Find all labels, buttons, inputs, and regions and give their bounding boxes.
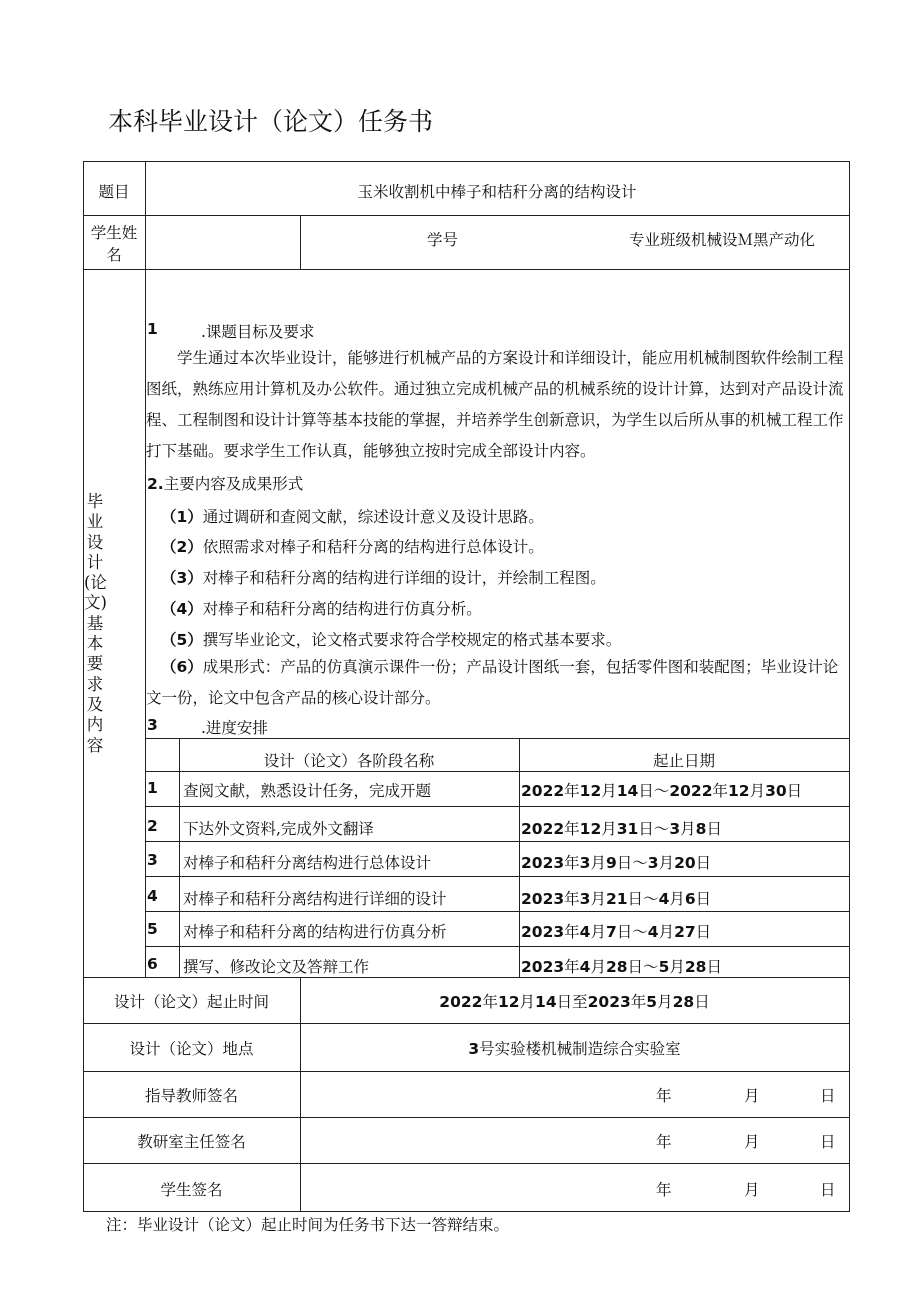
signature-year: 年 <box>656 1181 672 1199</box>
section-1-title: .课题目标及要求 <box>201 323 315 341</box>
schedule-row-number: 2 <box>147 817 158 835</box>
location-label: 设计（论文）地点 <box>129 1040 254 1058</box>
schedule-row-number: 3 <box>147 851 158 869</box>
schedule-col-date: 起止日期 <box>652 752 715 770</box>
list-item-number: （6） <box>161 658 203 676</box>
signature-month: 月 <box>744 1181 760 1199</box>
list-item <box>146 652 848 714</box>
schedule-row-number: 4 <box>147 887 158 905</box>
list-item <box>161 628 621 650</box>
period-label: 设计（论文）起止时间 <box>113 993 269 1011</box>
signature-day: 日 <box>820 1087 836 1105</box>
schedule-row-stage: 对棒子和秸秆分离的结构进行仿真分析 <box>183 923 447 941</box>
list-item <box>161 597 482 619</box>
signature-label: 指导教师签名 <box>144 1087 238 1105</box>
list-item-number: （4） <box>161 600 203 618</box>
list-item-number: （3） <box>161 569 203 587</box>
requirements-label: 毕业设计(论文)基本要求及内容 <box>84 492 107 755</box>
schedule-row-stage: 对棒子和秸秆分离结构进行详细的设计 <box>183 890 447 908</box>
schedule-row-date: 2022年12月31日～3月8日 <box>521 820 722 838</box>
signature-year: 年 <box>656 1133 672 1151</box>
section-3-title: .进度安排 <box>201 719 268 737</box>
schedule-row-date: 2023年4月28日～5月28日 <box>521 958 722 976</box>
location-value: 3号实验楼机械制造综合实验室 <box>468 1040 681 1058</box>
schedule-row-number: 6 <box>147 955 158 973</box>
schedule-row-date: 2023年3月21日～4月6日 <box>521 890 712 908</box>
student-name-label: 学生姓名 <box>90 224 138 264</box>
footnote: 注：毕业设计（论文）起止时间为任务书下达一答辩结束。 <box>106 1216 510 1234</box>
topic-value: 玉米收割机中棒子和桔秆分离的结构设计 <box>357 183 637 201</box>
list-item-number: （5） <box>161 631 203 649</box>
signature-day: 日 <box>820 1133 836 1151</box>
topic-label: 题目 <box>98 183 130 201</box>
list-item <box>161 505 544 527</box>
list-item-text: 对棒子和秸秆分离的结构进行仿真分析。 <box>202 600 482 618</box>
list-item-text: 成果形式：产品的仿真演示课件一份；产品设计图纸一套，包括零件图和装配图；毕业设计论文一份，论文中包含产品的核心设计部分。 <box>146 658 839 707</box>
signature-month: 月 <box>744 1087 760 1105</box>
signature-label: 教研室主任签名 <box>137 1133 246 1151</box>
schedule-row-number: 1 <box>147 779 158 797</box>
schedule-row-date: 2023年3月9日～3月20日 <box>521 854 712 872</box>
list-item-number: （2） <box>161 538 203 556</box>
section-1-number: 1 <box>147 320 158 338</box>
schedule-row-date: 2023年4月7日～4月27日 <box>521 923 712 941</box>
signature-label: 学生签名 <box>160 1181 223 1199</box>
list-item-text: 依照需求对棒子和秸秆分离的结构进行总体设计。 <box>202 538 544 556</box>
list-item <box>161 566 606 588</box>
schedule-row-stage: 下达外文资料,完成外文翻译 <box>183 820 374 838</box>
section-2-title: 主要内容及成果形式 <box>163 475 304 493</box>
list-item-text: 对棒子和秸秆分离的结构进行详细的设计，并绘制工程图。 <box>202 569 606 587</box>
document-title: 本科毕业设计（论文）任务书 <box>108 107 434 136</box>
signature-day: 日 <box>820 1181 836 1199</box>
section-1-paragraph: 学生通过本次毕业设计，能够进行机械产品的方案设计和详细设计，能应用机械制图软件绘制工程图纸，熟练应用计算机及办公软件。通过独立完成机械产品的机械系统的设计计算，达到对产品设计流程、工程制图和设计计算等基本技能的掌握，并培养学生创新意识，为学生以后所从事的机械工程工作打下基础。要求学生工作认真，能够独立按时完成全部设计内容。 <box>146 349 844 460</box>
schedule-row-number: 5 <box>147 920 158 938</box>
list-item <box>161 535 544 557</box>
schedule-row-date: 2022年12月14日～2022年12月30日 <box>521 782 803 800</box>
major-class-text: 专业班级机械设Ｍ黑产动化 <box>629 231 816 249</box>
schedule-row-stage: 查阅文献，熟悉设计任务，完成开题 <box>183 782 432 800</box>
list-item-text: 撰写毕业论文，论文格式要求符合学校规定的格式基本要求。 <box>202 631 622 649</box>
signature-year: 年 <box>656 1087 672 1105</box>
list-item-text: 通过调研和查阅文献，综述设计意义及设计思路。 <box>202 508 544 526</box>
period-value: 2022年12月14日至2023年5月28日 <box>439 993 710 1011</box>
signature-month: 月 <box>744 1133 760 1151</box>
schedule-row-stage: 撰写、修改论文及答辩工作 <box>183 958 370 976</box>
section-2-number: 2. <box>147 475 164 493</box>
schedule-row-stage: 对棒子和秸秆分离结构进行总体设计 <box>183 854 432 872</box>
section-2-heading <box>147 472 303 494</box>
student-id-label: 学号 <box>427 231 459 249</box>
schedule-col-stage: 设计（论文）各阶段名称 <box>263 752 435 770</box>
section-3-number: 3 <box>147 716 158 734</box>
list-item-number: （1） <box>161 508 203 526</box>
